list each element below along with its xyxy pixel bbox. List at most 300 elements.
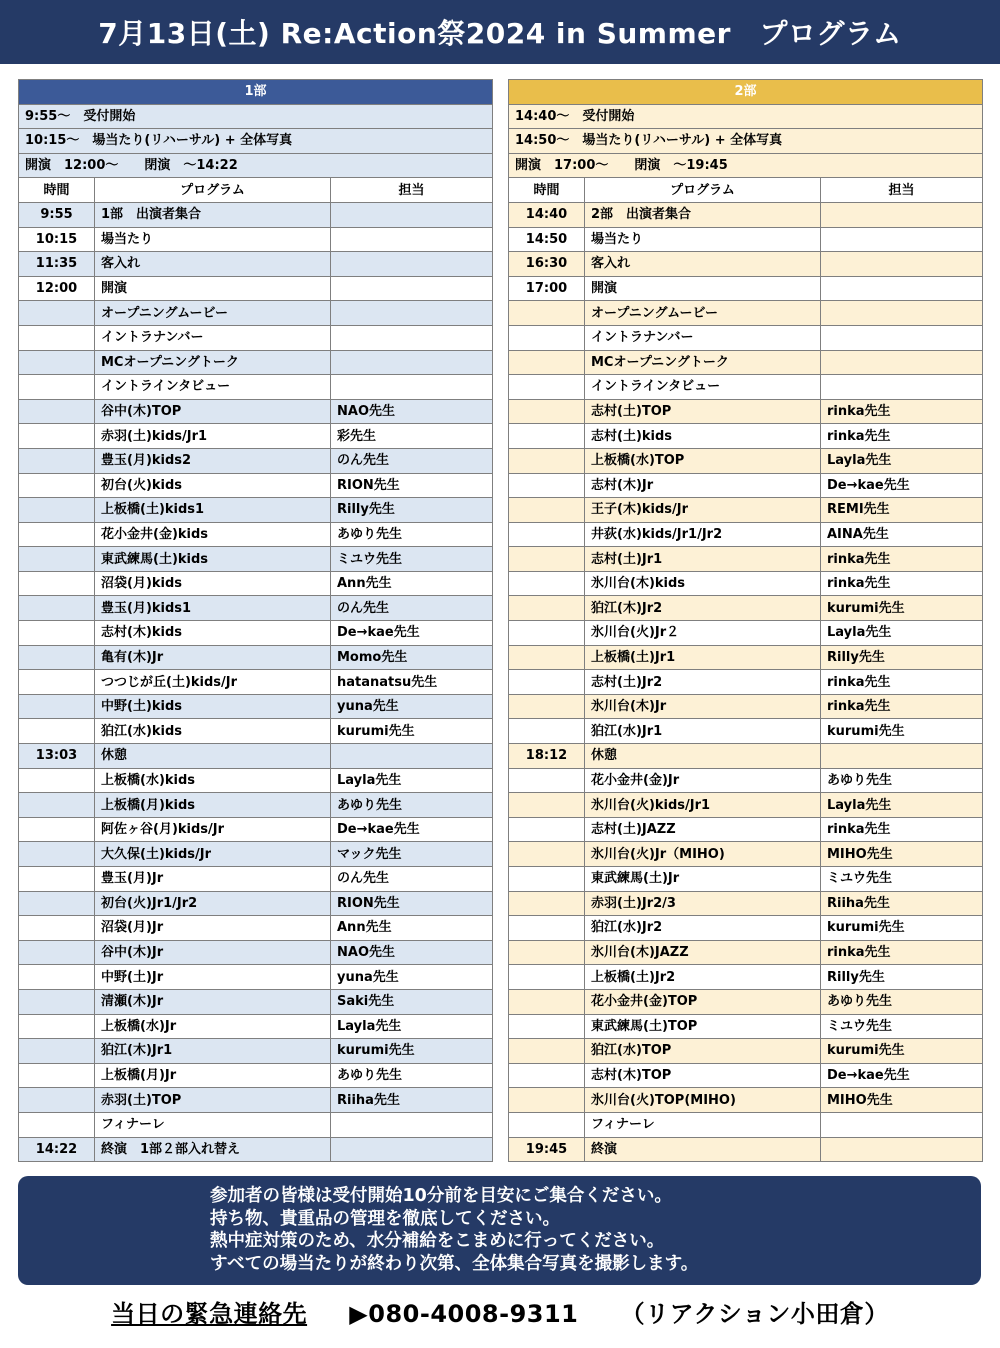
row-time [509, 571, 585, 596]
table-row [509, 916, 983, 941]
table-row [19, 965, 493, 990]
row-time [509, 940, 585, 965]
row-tantou: rinka先生 [821, 547, 983, 572]
table-row [509, 842, 983, 867]
row-time [509, 1014, 585, 1039]
table-row [509, 522, 983, 547]
table-row [19, 694, 493, 719]
part1-schedule [18, 79, 492, 1162]
row-program: 志村(土)Jr2 [585, 670, 821, 695]
row-tantou: マック先生 [331, 842, 493, 867]
row-time [19, 891, 95, 916]
row-time: 14:22 [19, 1137, 95, 1162]
row-time [509, 891, 585, 916]
row-program: 初台(火)Jr1/Jr2 [95, 891, 331, 916]
table-row [19, 867, 493, 892]
row-tantou: ミユウ先生 [331, 547, 493, 572]
page-title: 7月13日(土) Re:Action祭2024 in Summer プログラム [0, 0, 1000, 64]
row-tantou [821, 744, 983, 769]
row-program: フィナーレ [95, 1112, 331, 1137]
table-row [509, 424, 983, 449]
row-time [509, 867, 585, 892]
row-program: 上板橋(月)Jr [95, 1063, 331, 1088]
row-tantou: NAO先生 [331, 399, 493, 424]
row-tantou: kurumi先生 [821, 596, 983, 621]
row-tantou: ミユウ先生 [821, 1014, 983, 1039]
row-time [19, 547, 95, 572]
row-program: 豊玉(月)kids1 [95, 596, 331, 621]
row-time [509, 965, 585, 990]
table-row [509, 276, 983, 301]
row-tantou: あゆり先生 [331, 1063, 493, 1088]
table-row [509, 694, 983, 719]
col-header-time: 時間 [509, 178, 585, 203]
col-header-time: 時間 [19, 178, 95, 203]
table-row [509, 817, 983, 842]
row-program: 沼袋(月)Jr [95, 916, 331, 941]
info-line: 14:40～ 受付開始 [509, 104, 983, 129]
part-header: 1部 [19, 80, 493, 105]
row-program: 1部 出演者集合 [95, 202, 331, 227]
row-tantou: あゆり先生 [331, 522, 493, 547]
row-program: 中野(土)Jr [95, 965, 331, 990]
row-tantou: rinka先生 [821, 399, 983, 424]
row-time [509, 694, 585, 719]
row-tantou: Layla先生 [821, 793, 983, 818]
row-time: 14:40 [509, 202, 585, 227]
table-row [19, 473, 493, 498]
row-time [509, 325, 585, 350]
row-time: 10:15 [19, 227, 95, 252]
table-row [19, 498, 493, 523]
table-row [19, 940, 493, 965]
table-row [509, 719, 983, 744]
col-header-program: プログラム [585, 178, 821, 203]
row-program: 2部 出演者集合 [585, 202, 821, 227]
row-tantou [821, 252, 983, 277]
row-program: 狛江(水)Jr2 [585, 916, 821, 941]
table-row [19, 670, 493, 695]
row-program: 氷川台(火)TOP(MIHO) [585, 1088, 821, 1113]
row-tantou: MIHO先生 [821, 842, 983, 867]
table-row [19, 252, 493, 277]
row-time [19, 498, 95, 523]
row-tantou: De→kae先生 [331, 817, 493, 842]
row-tantou: Saki先生 [331, 989, 493, 1014]
row-tantou: あゆり先生 [331, 793, 493, 818]
row-tantou: Riiha先生 [821, 891, 983, 916]
row-time [19, 719, 95, 744]
table-row [19, 744, 493, 769]
row-time [509, 596, 585, 621]
row-tantou: Layla先生 [821, 448, 983, 473]
row-tantou: rinka先生 [821, 424, 983, 449]
row-tantou: De→kae先生 [821, 1063, 983, 1088]
row-program: 志村(木)Jr [585, 473, 821, 498]
row-program: 豊玉(月)Jr [95, 867, 331, 892]
row-time [509, 842, 585, 867]
row-time [19, 621, 95, 646]
row-program: 狛江(水)kids [95, 719, 331, 744]
row-time [19, 793, 95, 818]
col-header-tantou: 担当 [821, 178, 983, 203]
row-program: オープニングムービー [95, 301, 331, 326]
row-tantou: Layla先生 [331, 768, 493, 793]
row-tantou: のん先生 [331, 448, 493, 473]
table-row [509, 448, 983, 473]
table-row [19, 350, 493, 375]
row-time [509, 1112, 585, 1137]
table-row [509, 940, 983, 965]
row-tantou: kurumi先生 [821, 1039, 983, 1064]
row-time [509, 989, 585, 1014]
row-program: 谷中(木)TOP [95, 399, 331, 424]
table-row [19, 571, 493, 596]
row-program: 場当たり [585, 227, 821, 252]
row-program: 花小金井(金)TOP [585, 989, 821, 1014]
row-time: 14:50 [509, 227, 585, 252]
row-time: 9:55 [19, 202, 95, 227]
row-program: フィナーレ [585, 1112, 821, 1137]
table-row [509, 498, 983, 523]
row-tantou [821, 1112, 983, 1137]
row-tantou: yuna先生 [331, 965, 493, 990]
row-tantou: rinka先生 [821, 571, 983, 596]
row-program: 上板橋(水)kids [95, 768, 331, 793]
table-row [19, 891, 493, 916]
row-program: 氷川台(木)Jr [585, 694, 821, 719]
row-time [19, 571, 95, 596]
row-time [509, 301, 585, 326]
row-time [19, 301, 95, 326]
row-tantou: hatanatsu先生 [331, 670, 493, 695]
table-row [19, 1063, 493, 1088]
table-row [509, 1088, 983, 1113]
table-row [19, 1137, 493, 1162]
row-time [19, 842, 95, 867]
table-row [509, 965, 983, 990]
table-row [19, 448, 493, 473]
row-tantou [331, 1112, 493, 1137]
row-time [509, 375, 585, 400]
row-program: 初台(火)kids [95, 473, 331, 498]
row-time [509, 621, 585, 646]
contact-name: （リアクション小田倉） [620, 1300, 889, 1328]
row-program: 志村(木)kids [95, 621, 331, 646]
row-time [19, 350, 95, 375]
table-row [509, 399, 983, 424]
row-time [19, 940, 95, 965]
table-row [19, 202, 493, 227]
row-program: 谷中(木)Jr [95, 940, 331, 965]
row-tantou: Ann先生 [331, 916, 493, 941]
row-program: 王子(木)kids/Jr [585, 498, 821, 523]
row-time [509, 473, 585, 498]
row-program: 阿佐ヶ谷(月)kids/Jr [95, 817, 331, 842]
row-program: 上板橋(月)kids [95, 793, 331, 818]
row-time: 19:45 [509, 1137, 585, 1162]
row-program: 清瀬(木)Jr [95, 989, 331, 1014]
row-time [509, 522, 585, 547]
row-program: 沼袋(月)kids [95, 571, 331, 596]
table-row [509, 375, 983, 400]
row-program: 東武練馬(土)TOP [585, 1014, 821, 1039]
table-row [509, 1014, 983, 1039]
table-row [509, 1039, 983, 1064]
row-tantou: Rilly先生 [821, 965, 983, 990]
row-program: 客入れ [585, 252, 821, 277]
row-tantou: Rilly先生 [821, 645, 983, 670]
col-header-tantou: 担当 [331, 178, 493, 203]
table-row [509, 768, 983, 793]
row-tantou: NAO先生 [331, 940, 493, 965]
row-time: 18:12 [509, 744, 585, 769]
row-tantou [821, 276, 983, 301]
row-time [509, 399, 585, 424]
table-row [19, 424, 493, 449]
table-row [509, 596, 983, 621]
notice-line: 持ち物、貴重品の管理を徹底してください。 [210, 1208, 560, 1229]
row-program: 開演 [95, 276, 331, 301]
row-tantou: RION先生 [331, 473, 493, 498]
row-tantou: kurumi先生 [821, 916, 983, 941]
row-time [19, 522, 95, 547]
table-row [509, 202, 983, 227]
row-tantou [821, 375, 983, 400]
notice-line: すべての場当たりが終わり次第、全体集合写真を撮影します。 [210, 1253, 699, 1274]
table-row [19, 842, 493, 867]
table-row [509, 1112, 983, 1137]
part-header: 2部 [509, 80, 983, 105]
row-tantou: kurumi先生 [331, 1039, 493, 1064]
row-time [19, 694, 95, 719]
row-program: 花小金井(金)kids [95, 522, 331, 547]
row-time [19, 399, 95, 424]
row-tantou: Rilly先生 [331, 498, 493, 523]
row-tantou: Momo先生 [331, 645, 493, 670]
row-program: 赤羽(土)kids/Jr1 [95, 424, 331, 449]
row-tantou [331, 375, 493, 400]
row-tantou [821, 350, 983, 375]
row-tantou: yuna先生 [331, 694, 493, 719]
table-row [19, 1039, 493, 1064]
table-row [19, 817, 493, 842]
row-program: イントラインタビュー [95, 375, 331, 400]
row-tantou [331, 301, 493, 326]
row-program: 休憩 [585, 744, 821, 769]
notice-box [18, 1176, 981, 1285]
row-time [19, 1014, 95, 1039]
table-row [19, 375, 493, 400]
row-program: 氷川台(木)kids [585, 571, 821, 596]
table-row [509, 793, 983, 818]
table-row [509, 989, 983, 1014]
row-tantou: Layla先生 [331, 1014, 493, 1039]
row-time [509, 498, 585, 523]
row-time [509, 1039, 585, 1064]
row-program: 開演 [585, 276, 821, 301]
row-time [19, 916, 95, 941]
row-time [19, 1063, 95, 1088]
row-time [509, 1063, 585, 1088]
row-tantou: Riiha先生 [331, 1088, 493, 1113]
table-row [509, 301, 983, 326]
row-time [509, 719, 585, 744]
row-program: 赤羽(土)Jr2/3 [585, 891, 821, 916]
row-time [509, 448, 585, 473]
part2-schedule [508, 79, 982, 1162]
row-tantou: RION先生 [331, 891, 493, 916]
row-program: イントラナンバー [95, 325, 331, 350]
row-program: 志村(木)TOP [585, 1063, 821, 1088]
row-time [509, 768, 585, 793]
table-row [509, 350, 983, 375]
table-row [19, 301, 493, 326]
row-program: MCオープニングトーク [585, 350, 821, 375]
row-time: 17:00 [509, 276, 585, 301]
row-time [509, 547, 585, 572]
row-tantou: rinka先生 [821, 694, 983, 719]
row-tantou: Layla先生 [821, 621, 983, 646]
row-time [19, 867, 95, 892]
row-tantou: 彩先生 [331, 424, 493, 449]
notice-line: 熱中症対策のため、水分補給をこまめに行ってください。 [210, 1231, 665, 1251]
row-tantou: のん先生 [331, 596, 493, 621]
row-time [19, 1112, 95, 1137]
info-line: 開演 12:00～ 閉演 ～14:22 [19, 153, 493, 178]
notice-line: 参加者の皆様は受付開始10分前を目安にご集合ください。 [210, 1186, 672, 1206]
table-row [19, 621, 493, 646]
row-time: 12:00 [19, 276, 95, 301]
row-time [509, 916, 585, 941]
row-time [19, 448, 95, 473]
row-program: 東武練馬(土)Jr [585, 867, 821, 892]
row-program: 上板橋(水)TOP [585, 448, 821, 473]
row-tantou: REMI先生 [821, 498, 983, 523]
row-tantou [331, 1137, 493, 1162]
table-row [509, 227, 983, 252]
row-program: 上板橋(土)Jr2 [585, 965, 821, 990]
row-time [509, 645, 585, 670]
row-program: 休憩 [95, 744, 331, 769]
row-time [19, 989, 95, 1014]
row-tantou [331, 276, 493, 301]
row-tantou [331, 350, 493, 375]
table-row [509, 547, 983, 572]
row-time [19, 768, 95, 793]
table-row [509, 252, 983, 277]
row-tantou: あゆり先生 [821, 989, 983, 1014]
table-row [509, 744, 983, 769]
table-row [19, 522, 493, 547]
info-line: 開演 17:00～ 閉演 ～19:45 [509, 153, 983, 178]
row-time [509, 793, 585, 818]
row-program: 客入れ [95, 252, 331, 277]
row-program: 花小金井(金)Jr [585, 768, 821, 793]
row-program: 氷川台(火)Jr２ [585, 621, 821, 646]
info-line: 10:15～ 場当たり(リハーサル) + 全体写真 [19, 129, 493, 154]
info-line: 9:55～ 受付開始 [19, 104, 493, 129]
row-time: 16:30 [509, 252, 585, 277]
row-tantou: rinka先生 [821, 670, 983, 695]
row-tantou [331, 325, 493, 350]
row-tantou: ミユウ先生 [821, 867, 983, 892]
row-tantou: De→kae先生 [821, 473, 983, 498]
table-row [509, 670, 983, 695]
row-time [19, 325, 95, 350]
row-time [19, 817, 95, 842]
row-program: 氷川台(火)Jr（MIHO) [585, 842, 821, 867]
row-program: 大久保(土)kids/Jr [95, 842, 331, 867]
row-time [509, 424, 585, 449]
table-row [19, 1112, 493, 1137]
row-program: 狛江(木)Jr1 [95, 1039, 331, 1064]
row-tantou: Ann先生 [331, 571, 493, 596]
row-program: 狛江(水)TOP [585, 1039, 821, 1064]
table-row [509, 645, 983, 670]
table-row [509, 473, 983, 498]
row-program: 志村(土)kids [585, 424, 821, 449]
table-row [19, 227, 493, 252]
row-tantou [821, 301, 983, 326]
row-program: 亀有(木)Jr [95, 645, 331, 670]
table-row [19, 1014, 493, 1039]
row-time [19, 670, 95, 695]
row-program: つつじが丘(土)kids/Jr [95, 670, 331, 695]
row-time [19, 965, 95, 990]
row-program: 場当たり [95, 227, 331, 252]
contact-label: 当日の緊急連絡先 [111, 1300, 308, 1328]
table-row [509, 1063, 983, 1088]
table-row [19, 325, 493, 350]
row-time [509, 817, 585, 842]
row-tantou [331, 202, 493, 227]
row-time [509, 1088, 585, 1113]
row-time [19, 473, 95, 498]
info-line: 14:50～ 場当たり(リハーサル) + 全体写真 [509, 129, 983, 154]
row-time [509, 670, 585, 695]
row-tantou [331, 227, 493, 252]
row-program: 東武練馬(土)kids [95, 547, 331, 572]
row-program: 上板橋(土)Jr1 [585, 645, 821, 670]
row-time [19, 1039, 95, 1064]
row-time [19, 596, 95, 621]
table-row [509, 621, 983, 646]
row-program: 豊玉(月)kids2 [95, 448, 331, 473]
row-program: 上板橋(土)kids1 [95, 498, 331, 523]
table-row [509, 325, 983, 350]
col-header-program: プログラム [95, 178, 331, 203]
emergency-contact [0, 1294, 1000, 1329]
row-tantou [821, 325, 983, 350]
row-time [19, 645, 95, 670]
table-row [19, 596, 493, 621]
row-tantou: rinka先生 [821, 817, 983, 842]
row-program: MCオープニングトーク [95, 350, 331, 375]
table-row [19, 793, 493, 818]
row-tantou: AINA先生 [821, 522, 983, 547]
row-tantou [331, 744, 493, 769]
row-tantou [821, 202, 983, 227]
table-row [19, 399, 493, 424]
row-time [19, 1088, 95, 1113]
row-program: 志村(土)JAZZ [585, 817, 821, 842]
row-program: オープニングムービー [585, 301, 821, 326]
table-row [19, 768, 493, 793]
row-time: 13:03 [19, 744, 95, 769]
row-program: 井荻(水)kids/Jr1/Jr2 [585, 522, 821, 547]
row-time [19, 424, 95, 449]
